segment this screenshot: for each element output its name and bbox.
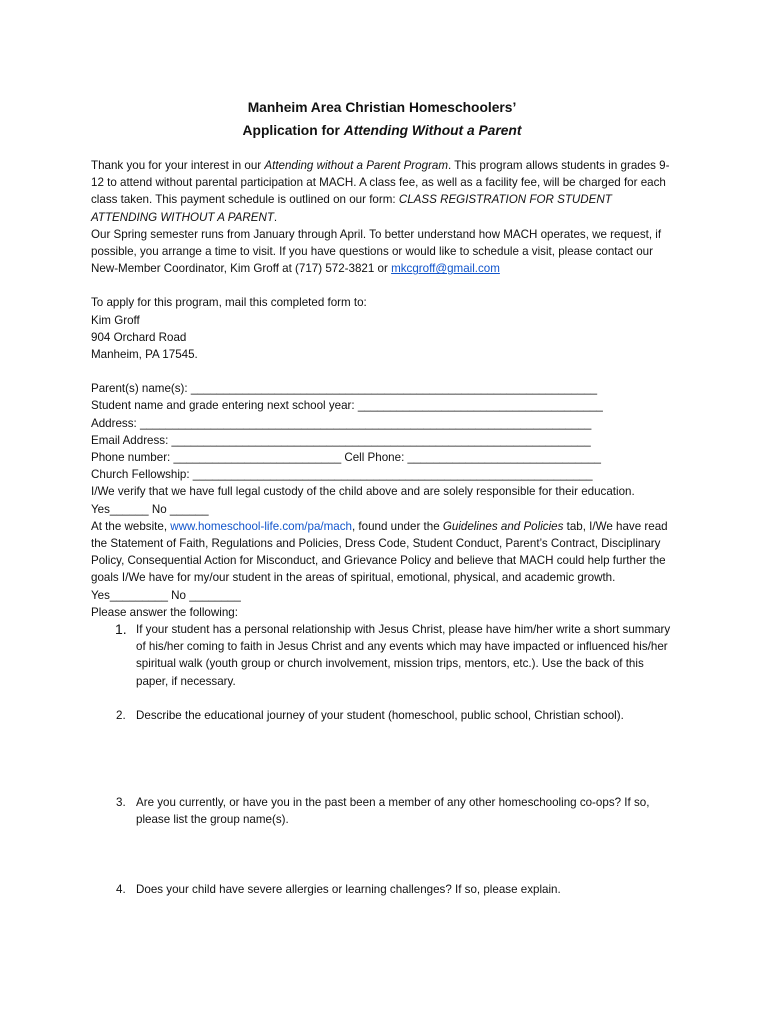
question-1 bbox=[91, 621, 679, 690]
question-text: Describe the educational journey of your student (homeschool, public school, Christian school). bbox=[136, 708, 624, 722]
question-number: 3. bbox=[116, 796, 126, 810]
question-number: 4. bbox=[116, 882, 126, 896]
mail-city: Manheim, PA 17545. bbox=[91, 348, 198, 362]
document-title bbox=[85, 96, 679, 142]
student-field[interactable]: Student name and grade entering next school year: ______________________________________ bbox=[91, 399, 603, 413]
email-link[interactable]: mkcgroff@gmail.com bbox=[391, 262, 500, 276]
church-field[interactable]: Church Fellowship: ______________________________________________________________ bbox=[91, 468, 593, 482]
website-link[interactable]: www.homeschool-life.com/pa/mach bbox=[170, 519, 352, 533]
question-3 bbox=[91, 794, 679, 828]
question-2 bbox=[91, 707, 679, 724]
phone-field[interactable]: Phone number: __________________________ Cell Phone: ______________________________ bbox=[91, 451, 601, 465]
title-line-2: Application for Attending Without a Parent bbox=[242, 123, 522, 138]
visit-paragraph: Our Spring semester runs from January through April. To better understand how MACH operates, we request, if possible, you arrange a time to visit. If you have questions or would like to schedule a visit, please contact our New-Member Coordinator, Kim Groff at (717) 572-3821 or mkcgroff@gmail.com bbox=[91, 227, 662, 276]
policy-statement: At the website, www.homeschool-life.com/pa/mach, found under the Guidelines and Policies tab, I/We have read the Statement of Faith, Regulations and Policies, Dress Code, Student Conduct, Parent’s Contract, Disciplinary Policy, Consequential Action for Misconduct, and Grievance Policy and believe that MACH could help further the goals I/We have for my/our student in the areas of spiritual, emotional, physical, and academic growth. Yes_________ No ________ bbox=[91, 519, 668, 602]
question-number: 1. bbox=[115, 621, 127, 638]
answer-prompt: Please answer the following: bbox=[91, 605, 238, 619]
question-text: Does your child have severe allergies or learning challenges? If so, please explain. bbox=[136, 882, 561, 896]
question-text: Are you currently, or have you in the past been a member of any other homeschooling co-ops? If so, please list the group name(s). bbox=[136, 796, 650, 827]
email-field[interactable]: Email Address: _________________________________________________________________ bbox=[91, 433, 591, 447]
title-line-1: Manheim Area Christian Homeschoolers’ bbox=[247, 100, 517, 115]
document-page bbox=[91, 96, 679, 898]
address-field[interactable]: Address: ______________________________________________________________________ bbox=[91, 416, 592, 430]
mail-street: 904 Orchard Road bbox=[91, 330, 187, 344]
question-text: If your student has a personal relationship with Jesus Christ, please have him/her write a short summary of his/her coming to faith in Jesus Christ and any events which may have impacted or influenced his/her spiritual walk (youth group or church involvement, mission trips, mentors, etc.). Use the back of this paper, if necessary. bbox=[136, 623, 671, 688]
intro-paragraph: Thank you for your interest in our Attending without a Parent Program. This program allows students in grades 9-12 to attend without parental participation at MACH. A class fee, as well as a facility fee, will be charged for each class taken. This payment schedule is outlined on our form: CLASS REGISTRATION FOR STUDENT ATTENDING WITHOUT A PARENT. bbox=[91, 159, 670, 224]
parents-field[interactable]: Parent(s) name(s): _______________________________________________________________ bbox=[91, 382, 598, 396]
custody-statement[interactable]: I/We verify that we have full legal custody of the child above and are solely responsible for their education. Yes______ No ______ bbox=[91, 485, 635, 516]
question-4 bbox=[91, 881, 679, 898]
question-number: 2. bbox=[116, 708, 126, 722]
mail-name: Kim Groff bbox=[91, 313, 140, 327]
mail-instruction: To apply for this program, mail this completed form to: bbox=[91, 296, 367, 310]
